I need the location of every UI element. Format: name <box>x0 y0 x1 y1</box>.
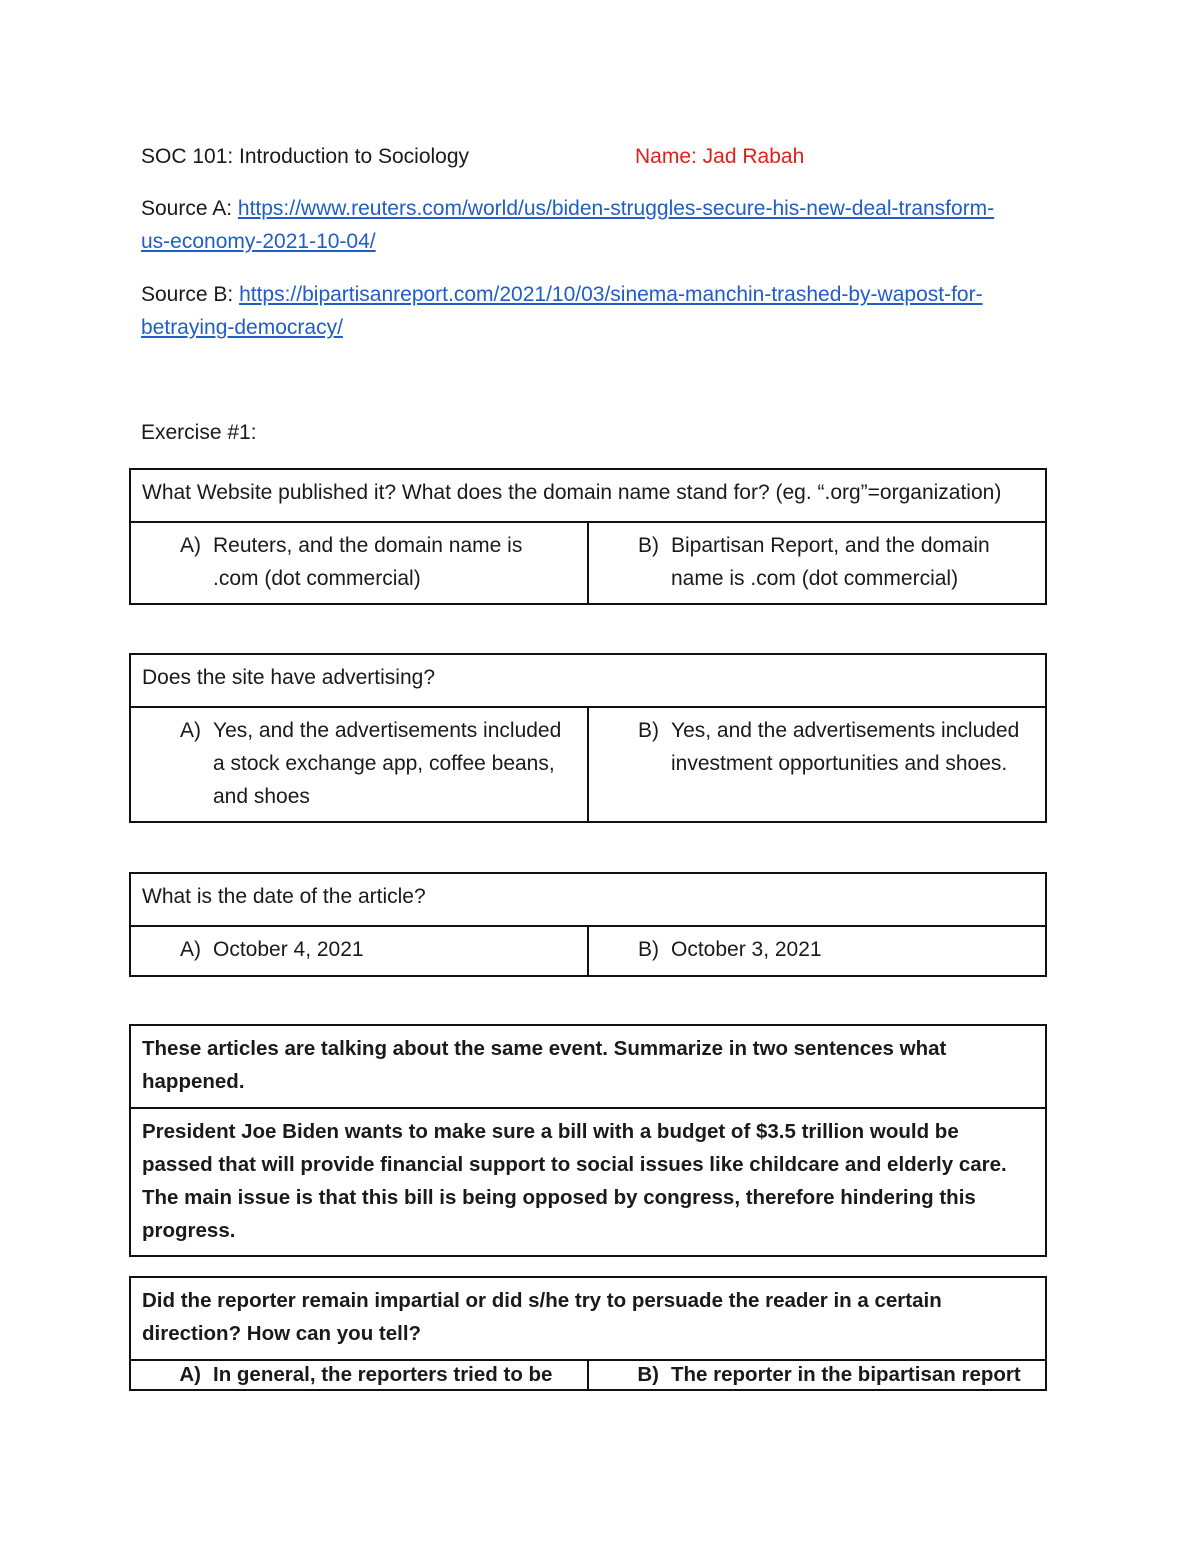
answer-a-text: Reuters, and the domain name is .com (dot commercial) <box>213 534 523 590</box>
answer-b-text: The reporter in the bipartisan report <box>671 1363 1021 1386</box>
question-summary: These articles are talking about the same event. Summarize in two sentences what happened. <box>130 1025 1046 1108</box>
answer-a-letter: A) <box>180 938 201 961</box>
question-table-impartiality <box>129 1276 1047 1391</box>
answer-b-letter: B) <box>638 534 659 557</box>
answer-b-letter: B) <box>638 719 659 742</box>
question-advertising: Does the site have advertising? <box>130 654 1046 707</box>
question-table-date <box>129 872 1047 977</box>
answer-b-cell <box>588 707 1046 822</box>
answer-a-letter: A) <box>180 534 201 557</box>
answer-b-cell <box>588 1360 1046 1390</box>
answer-a-letter: A) <box>179 1363 201 1386</box>
source-b-line-2 <box>141 312 343 344</box>
question-date: What is the date of the article? <box>130 873 1046 926</box>
answer-b-letter: B) <box>637 1363 659 1386</box>
answer-a-cell <box>130 926 588 976</box>
answer-a-text: In general, the reporters tried to be <box>213 1363 553 1386</box>
source-b-link-continued[interactable]: betraying-democracy/ <box>141 316 343 339</box>
question-impartiality: Did the reporter remain impartial or did s/he try to persuade the reader in a certain direction? How can you tell? <box>130 1277 1046 1360</box>
source-b-line <box>141 279 983 311</box>
source-a-link-continued[interactable]: us-economy-2021-10-04/ <box>141 230 376 253</box>
answer-b-text: Yes, and the advertisements included investment opportunities and shoes. <box>671 719 1020 775</box>
answer-a-letter: A) <box>180 719 201 742</box>
answer-a-text: Yes, and the advertisements included a stock exchange app, coffee beans, and shoes <box>213 719 562 808</box>
question-table-summary <box>129 1024 1047 1257</box>
answer-b-text: October 3, 2021 <box>671 938 822 961</box>
source-b-link[interactable]: https://bipartisanreport.com/2021/10/03/sinema-manchin-trashed-by-wapost-for- <box>239 283 983 306</box>
answer-b-letter: B) <box>638 938 659 961</box>
answer-b-cell <box>588 522 1046 604</box>
source-b-label: Source B: <box>141 283 234 306</box>
student-name: Name: Jad Rabah <box>635 145 805 168</box>
answer-summary: President Joe Biden wants to make sure a bill with a budget of $3.5 trillion would be passed that will provide financial support to social issues like childcare and elderly care. The main issue is that this bill is being opposed by congress, therefore hindering this progress. <box>130 1108 1046 1256</box>
answer-a-text: October 4, 2021 <box>213 938 364 961</box>
question-website: What Website published it? What does the domain name stand for? (eg. “.org”=organization) <box>130 469 1046 522</box>
question-table-website <box>129 468 1047 605</box>
course-title: SOC 101: Introduction to Sociology <box>141 145 470 168</box>
source-a-link[interactable]: https://www.reuters.com/world/us/biden-struggles-secure-his-new-deal-transform- <box>237 197 995 220</box>
source-a-label: Source A: <box>141 197 233 220</box>
source-a-line-2 <box>141 226 376 258</box>
answer-b-text: Bipartisan Report, and the domain name is .com (dot commercial) <box>671 534 990 590</box>
question-table-advertising <box>129 653 1047 823</box>
answer-a-cell <box>130 707 588 822</box>
answer-b-cell <box>588 926 1046 976</box>
answer-a-cell <box>130 1360 588 1390</box>
source-a-line <box>141 193 994 225</box>
answer-a-cell <box>130 522 588 604</box>
exercise-heading: Exercise #1: <box>141 421 257 444</box>
